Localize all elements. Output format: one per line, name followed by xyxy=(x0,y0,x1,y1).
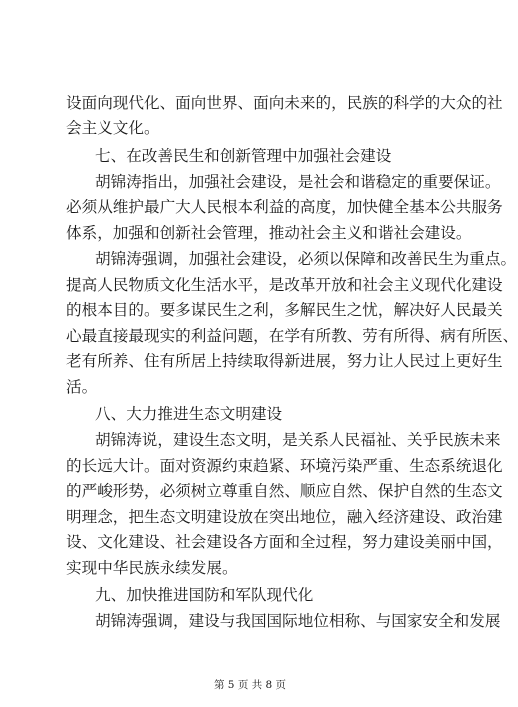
section-heading: 九、加快推进国防和军队现代化 xyxy=(95,586,314,604)
body-line: 的严峻形势，必须树立尊重自然、顺应自然、保护自然的生态文 xyxy=(66,482,503,500)
body-line: 胡锦涛强调，建设与我国国际地位相称、与国家安全和发展 xyxy=(95,612,501,630)
body-line: 体系，加强和创新社会管理，推动社会主义和谐社会建设。 xyxy=(66,224,472,242)
section-heading: 七、在改善民生和创新管理中加强社会建设 xyxy=(95,147,392,165)
body-line: 必须从维护最广大人民根本利益的高度，加快健全基本公共服务 xyxy=(66,198,503,216)
body-line: 明理念，把生态文明建设放在突出地位，融入经济建设、政治建 xyxy=(66,508,503,526)
page-number-footer: 第 5 页 共 8 页 xyxy=(213,679,287,691)
body-line: 活。 xyxy=(66,378,98,396)
body-line: 老有所养、住有所居上持续取得新进展，努力让人民过上更好生 xyxy=(66,352,503,370)
body-line: 的长远大计。面对资源约束趋紧、环境污染严重、生态系统退化 xyxy=(66,457,503,475)
body-line: 设面向现代化、面向世界、面向未来的，民族的科学的大众的社 xyxy=(66,94,503,112)
body-line: 提高人民物质文化生活水平，是改革开放和社会主义现代化建设 xyxy=(66,276,503,294)
body-line: 胡锦涛说，建设生态文明，是关系人民福祉、关乎民族未来 xyxy=(95,431,501,449)
body-line: 胡锦涛强调，加强社会建设，必须以保障和改善民生为重点。 xyxy=(95,250,517,268)
body-line: 会主义文化。 xyxy=(66,119,160,137)
body-line: 实现中华民族永续发展。 xyxy=(66,559,238,577)
body-line: 的根本目的。要多谋民生之利，多解民生之忧，解决好人民最关 xyxy=(66,301,503,319)
body-line: 心最直接最现实的利益问题，在学有所教、劳有所得、病有所医、 xyxy=(66,327,518,345)
body-line: 胡锦涛指出，加强社会建设，是社会和谐稳定的重要保证。 xyxy=(95,173,501,191)
section-heading: 八、大力推进生态文明建设 xyxy=(95,405,283,423)
body-line: 设、文化建设、社会建设各方面和全过程，努力建设美丽中国， xyxy=(66,533,503,551)
